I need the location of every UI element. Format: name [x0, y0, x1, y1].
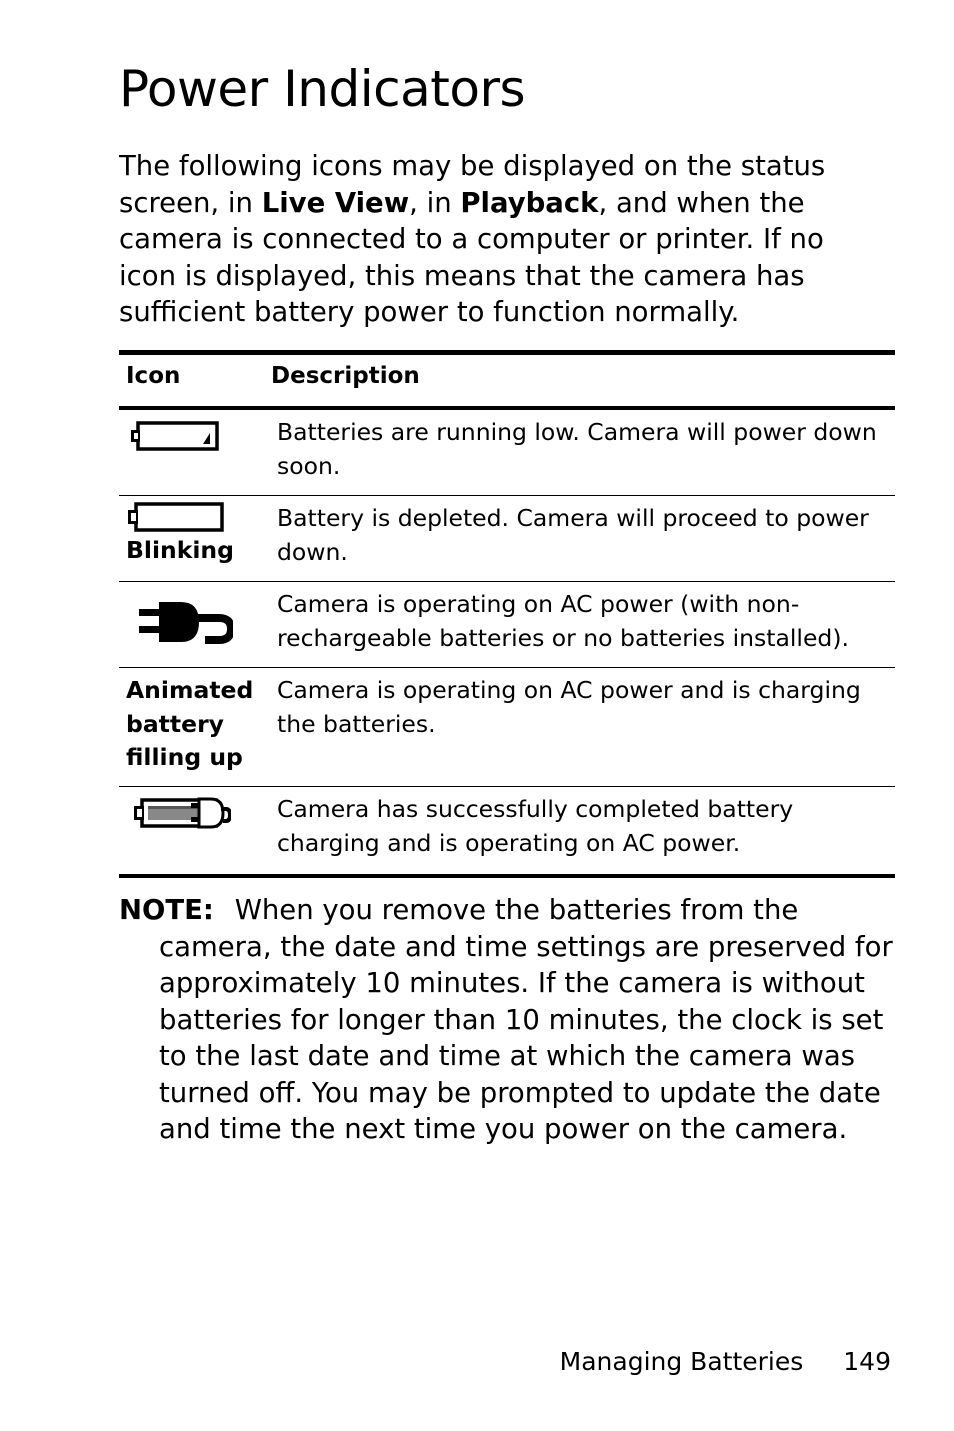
footer-section: Managing Batteries — [559, 1347, 804, 1376]
note-text: When you remove the batteries from the camera, the date and time settings are preserved for approximately 10 minutes. If the camera is without batteries for longer than 10 minutes, the clock is set to the last date and time at which the camera was turned off. You may be prompted to update the date and time the next time you power on the camera. — [159, 894, 893, 1145]
row-description: Batteries are running low. Camera will power down soon. — [277, 418, 877, 480]
icon-cell — [119, 668, 277, 786]
table-row — [119, 787, 895, 874]
note-label: NOTE: — [119, 894, 214, 926]
animated-battery-label: Animated battery filling up — [126, 676, 254, 771]
page-title: Power Indicators — [119, 60, 526, 118]
battery-charged-plug-icon — [133, 797, 231, 833]
row-description: Battery is depleted. Camera will proceed to power down. — [277, 504, 869, 566]
ac-power-plug-icon — [139, 600, 233, 648]
icon-cell — [119, 582, 277, 667]
header-description: Description — [271, 363, 420, 389]
icon-cell — [119, 787, 277, 874]
intro-text: , in — [409, 186, 461, 219]
table-row — [119, 410, 895, 496]
table-row — [119, 582, 895, 668]
live-view-term: Live View — [261, 186, 410, 219]
row-description: Camera is operating on AC power (with non-rechargeable batteries or no batteries installed). — [277, 590, 849, 652]
table-row — [119, 668, 895, 787]
playback-term: Playback — [460, 186, 599, 219]
header-icon: Icon — [126, 363, 181, 389]
note-block — [119, 892, 899, 1148]
power-indicators-table — [119, 350, 895, 878]
icon-cell — [119, 496, 277, 581]
intro-paragraph — [119, 148, 889, 331]
table-row — [119, 496, 895, 582]
battery-empty-icon — [127, 502, 225, 534]
table-header — [119, 355, 895, 410]
battery-low-icon — [130, 421, 220, 451]
intro-text: , and when the camera is connected to a computer or printer. If no icon is displayed, this means that the camera has sufficient battery power to function normally. — [119, 186, 824, 328]
row-description: Camera has successfully completed battery charging and is operating on AC power. — [277, 795, 794, 857]
page-footer — [560, 1347, 891, 1376]
blinking-label: Blinking — [126, 536, 234, 564]
intro-text: The following icons may be displayed on the status screen, in — [119, 150, 826, 219]
page-number: 149 — [843, 1347, 891, 1376]
icon-cell — [119, 410, 277, 495]
row-description: Camera is operating on AC power and is charging the batteries. — [277, 676, 861, 738]
